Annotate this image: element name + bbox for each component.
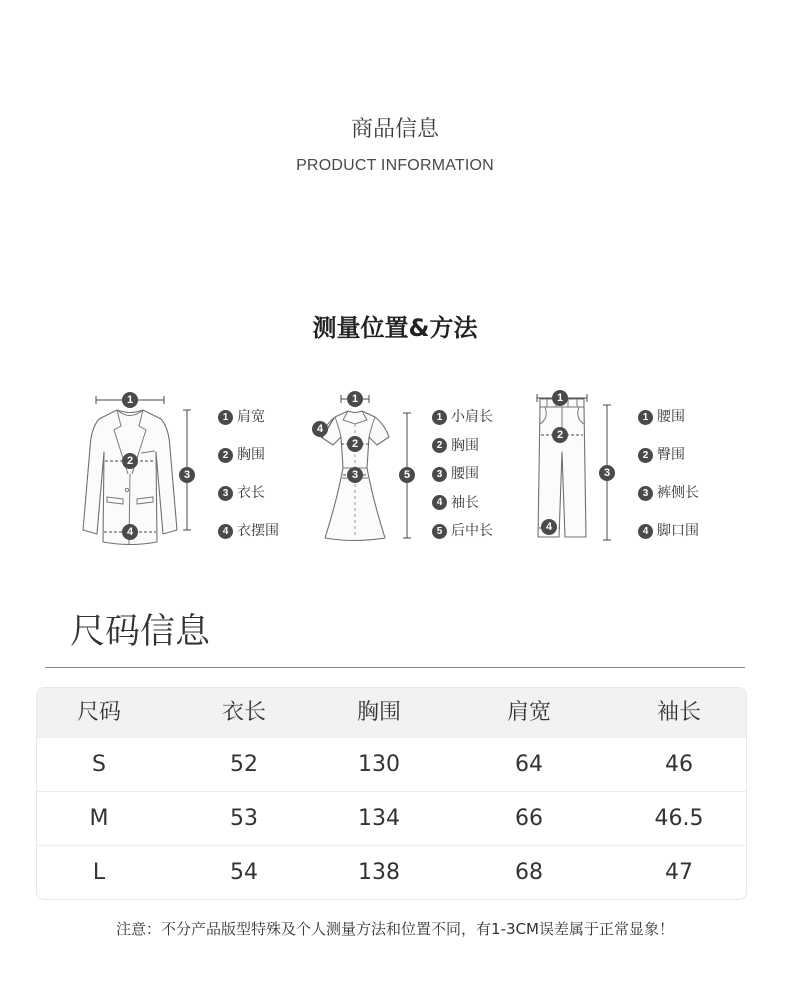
legend-item bbox=[638, 446, 699, 464]
legend-label: 胸围 bbox=[451, 437, 479, 454]
legend-item bbox=[432, 465, 493, 483]
legend-number: 1 bbox=[638, 410, 653, 425]
legend-item bbox=[218, 446, 279, 464]
legend-item bbox=[218, 484, 279, 502]
legend-item bbox=[432, 437, 493, 455]
legend-label: 腰围 bbox=[657, 409, 685, 425]
dress-marker-1 bbox=[347, 391, 363, 407]
legend-item bbox=[432, 494, 493, 512]
cell-chest: 138 bbox=[358, 860, 400, 885]
legend-label: 后中长 bbox=[451, 523, 493, 539]
marker-number: 4 bbox=[545, 521, 553, 533]
jacket-legend bbox=[218, 408, 279, 540]
legend-label: 衣摆围 bbox=[237, 523, 279, 539]
cell-size: M bbox=[89, 806, 109, 831]
cell-sleeve: 46 bbox=[665, 752, 693, 777]
dress-diagram bbox=[312, 391, 415, 541]
marker-number: 2 bbox=[126, 455, 134, 467]
column-header-length: 衣长 bbox=[221, 700, 266, 725]
marker-number: 1 bbox=[126, 394, 134, 406]
table-row bbox=[37, 737, 746, 791]
legend-number: 2 bbox=[432, 438, 447, 453]
section-divider bbox=[45, 667, 745, 668]
marker-number: 4 bbox=[126, 526, 134, 538]
column-header-size: 尺码 bbox=[76, 700, 121, 725]
column-header-shoulder: 肩宽 bbox=[506, 700, 551, 725]
cell-chest: 130 bbox=[358, 752, 400, 777]
legend-number: 5 bbox=[432, 524, 447, 539]
cell-size: S bbox=[92, 752, 106, 777]
cell-length: 54 bbox=[230, 860, 258, 885]
legend-label: 裤侧长 bbox=[657, 485, 699, 501]
dress-legend bbox=[432, 408, 493, 540]
legend-item bbox=[638, 522, 699, 540]
legend-label: 脚口围 bbox=[657, 523, 699, 539]
legend-number: 3 bbox=[638, 486, 653, 501]
marker-number: 1 bbox=[351, 393, 359, 405]
marker-number: 2 bbox=[351, 438, 359, 450]
jacket-marker-2 bbox=[122, 453, 138, 469]
pants-marker-3 bbox=[599, 465, 615, 481]
marker-number: 1 bbox=[556, 392, 564, 404]
marker-number: 2 bbox=[556, 429, 564, 441]
marker-number: 3 bbox=[183, 469, 191, 481]
cell-shoulder: 66 bbox=[515, 806, 543, 831]
pants-legend bbox=[638, 408, 699, 540]
legend-item bbox=[218, 408, 279, 426]
legend-item bbox=[218, 522, 279, 540]
legend-number: 4 bbox=[638, 524, 653, 539]
dress-marker-4 bbox=[312, 421, 328, 437]
pants-marker-4 bbox=[541, 519, 557, 535]
cell-shoulder: 68 bbox=[515, 860, 543, 885]
pants-diagram bbox=[537, 390, 615, 540]
column-header-chest: 胸围 bbox=[356, 700, 401, 725]
cell-sleeve: 47 bbox=[665, 860, 693, 885]
size-info-title: 尺码信息 bbox=[70, 612, 211, 652]
jacket-diagram bbox=[83, 392, 195, 545]
cell-chest: 134 bbox=[358, 806, 400, 831]
legend-item bbox=[432, 522, 493, 540]
product-info-title: 商品信息 bbox=[350, 117, 439, 142]
legend-item bbox=[638, 408, 699, 426]
cell-length: 53 bbox=[230, 806, 258, 831]
measurement-note: 注意：不分产品版型特殊及个人测量方法和位置不同，有1-3CM误差属于正常显象！ bbox=[116, 920, 674, 938]
legend-label: 衣长 bbox=[237, 485, 265, 501]
dress-marker-2 bbox=[347, 436, 363, 452]
cell-length: 52 bbox=[230, 752, 258, 777]
legend-number: 3 bbox=[218, 486, 233, 501]
legend-number: 3 bbox=[432, 467, 447, 482]
legend-label: 肩宽 bbox=[237, 409, 265, 425]
legend-label: 小肩长 bbox=[451, 409, 493, 425]
legend-label: 臀围 bbox=[657, 447, 685, 463]
table-row bbox=[37, 845, 746, 899]
table-row bbox=[37, 791, 746, 845]
legend-number: 2 bbox=[218, 448, 233, 463]
cell-sleeve: 46.5 bbox=[654, 806, 704, 831]
product-info-subtitle: PRODUCT INFORMATION bbox=[296, 157, 494, 174]
legend-number: 2 bbox=[638, 448, 653, 463]
legend-number: 4 bbox=[432, 495, 447, 510]
jacket-marker-3 bbox=[179, 467, 195, 483]
legend-item bbox=[638, 484, 699, 502]
jacket-marker-4 bbox=[122, 524, 138, 540]
dress-marker-5 bbox=[399, 467, 415, 483]
legend-number: 1 bbox=[218, 410, 233, 425]
legend-label: 袖长 bbox=[451, 494, 479, 511]
size-table bbox=[36, 687, 747, 900]
cell-shoulder: 64 bbox=[515, 752, 543, 777]
legend-item bbox=[432, 408, 493, 426]
pants-marker-1 bbox=[552, 390, 568, 406]
pants-marker-2 bbox=[552, 427, 568, 443]
legend-number: 1 bbox=[432, 410, 447, 425]
legend-label: 腰围 bbox=[451, 466, 479, 482]
marker-number: 5 bbox=[403, 469, 411, 481]
dress-marker-3 bbox=[347, 467, 363, 483]
column-header-sleeve: 袖长 bbox=[656, 700, 701, 725]
table-header-row bbox=[37, 688, 746, 737]
legend-label: 胸围 bbox=[237, 447, 265, 463]
marker-number: 4 bbox=[316, 423, 324, 435]
legend-number: 4 bbox=[218, 524, 233, 539]
marker-number: 3 bbox=[603, 467, 611, 479]
marker-number: 3 bbox=[351, 469, 359, 481]
jacket-marker-1 bbox=[122, 392, 138, 408]
measurement-method-title: 测量位置&方法 bbox=[312, 314, 478, 342]
cell-size: L bbox=[92, 860, 106, 885]
